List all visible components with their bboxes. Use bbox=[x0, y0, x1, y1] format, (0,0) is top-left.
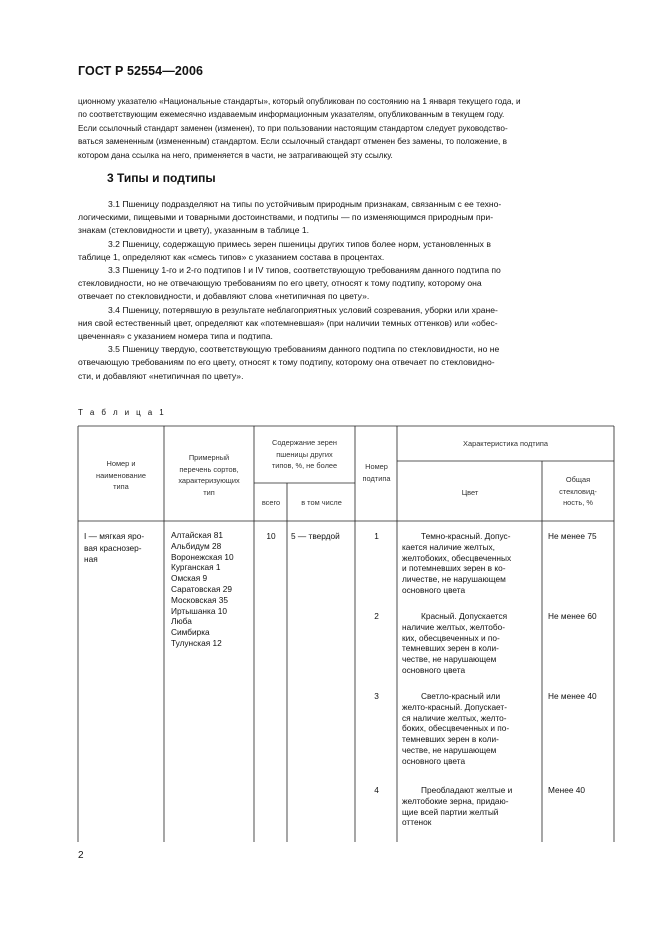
list-item: Симбирка bbox=[171, 627, 210, 638]
paragraph-line: 3.2 Пшеницу, содержащую примесь зерен пшеницы других типов более норм, установленных в bbox=[108, 238, 491, 249]
color-line: оттенок bbox=[402, 817, 432, 828]
color-line: желтобоких, обесцвеченных bbox=[402, 552, 512, 563]
header-line: Содержание зерен bbox=[272, 438, 337, 447]
intro-paragraph bbox=[78, 95, 614, 162]
color-line: и потемневших зерен в ко- bbox=[402, 563, 506, 574]
header-total: всего bbox=[261, 498, 281, 507]
paragraph-line: 3.3 Пшеницу 1-го и 2-го подтипов I и IV типов, соответствующую требованиям данного подтипа по bbox=[108, 265, 501, 276]
color-line: желто-красный. Допускает- bbox=[402, 701, 507, 712]
type-name bbox=[84, 531, 158, 566]
paragraph-line: ния свой естественный цвет, определяют как «потемневшая» (при наличии темных оттенков) или «обес- bbox=[78, 317, 498, 328]
color-line: Светло-красный или bbox=[421, 691, 501, 701]
list-item: Московская 35 bbox=[171, 594, 229, 605]
table-caption: Т а б л и ц а 1 bbox=[78, 408, 167, 417]
subtype-vitreousness: Менее 40 bbox=[548, 785, 585, 795]
color-line: личестве, не нарушающем bbox=[402, 574, 506, 585]
color-line: основного цвета bbox=[402, 584, 466, 595]
header-type bbox=[80, 458, 162, 493]
color-line: Красный. Допускается bbox=[421, 611, 508, 621]
intro-line: ционному указателю «Национальные стандарты», который опубликован по состоянию на 1 января текущего года, и bbox=[78, 97, 521, 106]
color-line: наличие желтых, желтобо- bbox=[402, 621, 505, 632]
paragraph-line: отвечающую требованиям по его цвету, относят к тому подтипу, которому она отвечает по стекловидно- bbox=[78, 357, 495, 368]
paragraph-line: отвечает по стекловидности, и добавляют слова «нетипичная по цвету». bbox=[78, 291, 370, 302]
header-line: Номер bbox=[365, 462, 388, 471]
section-title: 3 Типы и подтипы bbox=[107, 171, 216, 185]
subtype-number: 3 bbox=[374, 691, 379, 701]
intro-line: по соответствующим ежемесячно издаваемым информационным указателям, опубликованным в текущем году. bbox=[78, 110, 505, 120]
color-line: темневших зерен в коли- bbox=[402, 734, 499, 745]
document-header-title: ГОСТ Р 52554—2006 bbox=[78, 64, 204, 78]
header-line: тип bbox=[203, 487, 215, 497]
including-value: 5 — твердой bbox=[291, 531, 340, 541]
subtype-number: 4 bbox=[374, 785, 379, 795]
color-line: кается наличие желтых, bbox=[402, 541, 495, 552]
header-line: перечень сортов, bbox=[179, 464, 239, 474]
header-characteristic: Характеристика подтипа bbox=[463, 439, 548, 448]
header-color: Цвет bbox=[461, 488, 479, 497]
paragraph-line: логическими, пищевыми и товарными достоинствами, и подтипы — по изменяющимся природным при- bbox=[78, 212, 494, 223]
subtype-color bbox=[402, 531, 537, 596]
subtype-color bbox=[402, 611, 537, 676]
header-line: характеризующих bbox=[178, 476, 240, 485]
color-line: темневших зерен в коли- bbox=[402, 643, 499, 654]
header-line: Номер и bbox=[106, 459, 136, 468]
type-name-line: ная bbox=[84, 554, 98, 564]
paragraph-line: 3.1 Пшеницу подразделяют на типы по устойчивым природным признакам, связанным с ее техно- bbox=[108, 199, 502, 209]
subtype-number: 1 bbox=[374, 531, 379, 541]
color-line: Преобладают желтые и bbox=[421, 785, 513, 795]
total-value: 10 bbox=[266, 531, 276, 541]
paragraph-line: знакам (стекловидности и цвету), указанным в таблице 1. bbox=[78, 225, 310, 236]
paragraph-line: таблице 1, определяют как «смесь типов» с указанием состава в процентах. bbox=[78, 251, 385, 262]
type-name-line: вая краснозер- bbox=[84, 542, 142, 553]
paragraph-3-1 bbox=[78, 198, 614, 383]
intro-line: ваться замененным (измененным) стандартом. Если ссылочный стандарт отменен без замены, то положение, в bbox=[78, 137, 507, 147]
header-line: подтипа bbox=[362, 473, 391, 483]
varieties-list bbox=[171, 530, 253, 649]
header-including: в том числе bbox=[301, 498, 342, 507]
header-line: наименование bbox=[96, 470, 146, 480]
list-item: Тулунская 12 bbox=[171, 637, 222, 648]
list-item: Воронежская 10 bbox=[171, 551, 234, 562]
header-other-types bbox=[256, 437, 353, 472]
color-line: боких, обесцвеченных и по- bbox=[402, 723, 510, 734]
subtype-color bbox=[402, 691, 537, 767]
color-line: честве, не нарушающем bbox=[402, 654, 497, 665]
color-line: ся наличие желтых, желто- bbox=[402, 712, 507, 723]
header-varieties bbox=[166, 452, 252, 498]
header-line: ность, % bbox=[563, 498, 593, 507]
list-item: Люба bbox=[171, 616, 192, 627]
header-line: типа bbox=[113, 482, 129, 491]
paragraph-line: 3.4 Пшеницу, потерявшую в результате неблагоприятных условий созревания, уборки или хране- bbox=[108, 304, 498, 315]
subtype-number: 2 bbox=[374, 611, 379, 621]
intro-line: котором дана ссылка на него, применяется в части, не затрагивающей эту ссылку. bbox=[78, 150, 393, 160]
type-name-line: I — мягкая яро- bbox=[84, 531, 145, 541]
color-line: Темно-красный. Допус- bbox=[421, 531, 511, 541]
color-line: основного цвета bbox=[402, 664, 466, 675]
color-line: честве, не нарушающем bbox=[402, 744, 497, 755]
paragraph-line: стекловидности, но не отвечающую требованиям по его цвету, относят к тому подтипу, которому она bbox=[78, 278, 482, 289]
paragraph-line: сти, и добавляют «нетипичная по цвету». bbox=[78, 370, 244, 381]
header-line: стекловид- bbox=[559, 486, 597, 496]
page-number: 2 bbox=[78, 850, 84, 861]
header-line: пшеницы других bbox=[276, 449, 333, 459]
color-line: ких, обесцвеченных и по- bbox=[402, 632, 500, 643]
color-line: основного цвета bbox=[402, 755, 466, 766]
list-item: Омская 9 bbox=[171, 573, 208, 584]
header-line: Примерный bbox=[188, 453, 230, 462]
color-line: желтобокие зерна, придаю- bbox=[402, 795, 509, 806]
subtype-vitreousness: Не менее 40 bbox=[548, 691, 597, 701]
list-item: Алтайская 81 bbox=[171, 530, 223, 540]
header-subtype-number bbox=[356, 461, 397, 484]
subtype-vitreousness: Не менее 60 bbox=[548, 611, 597, 621]
paragraph-line: цвеченная» с указанием номера типа и подтипа. bbox=[78, 331, 273, 342]
subtype-color bbox=[402, 785, 537, 828]
list-item: Курганская 1 bbox=[171, 562, 221, 573]
list-item: Альбидум 28 bbox=[171, 540, 222, 551]
header-vitreousness bbox=[543, 474, 613, 509]
intro-line: Если ссылочный стандарт заменен (изменен), то при пользовании настоящим стандартом следует руководство- bbox=[78, 123, 508, 133]
list-item: Иртышанка 10 bbox=[171, 605, 227, 616]
header-line: типов, %, не более bbox=[271, 461, 338, 470]
list-item: Саратовская 29 bbox=[171, 583, 232, 594]
subtype-vitreousness: Не менее 75 bbox=[548, 531, 597, 541]
color-line: щие всей партии желтый bbox=[402, 806, 499, 817]
paragraph-line: 3.5 Пшеницу твердую, соответствующую требованиям данного подтипа по стекловидности, но не bbox=[108, 344, 500, 355]
header-line: Общая bbox=[565, 475, 591, 484]
